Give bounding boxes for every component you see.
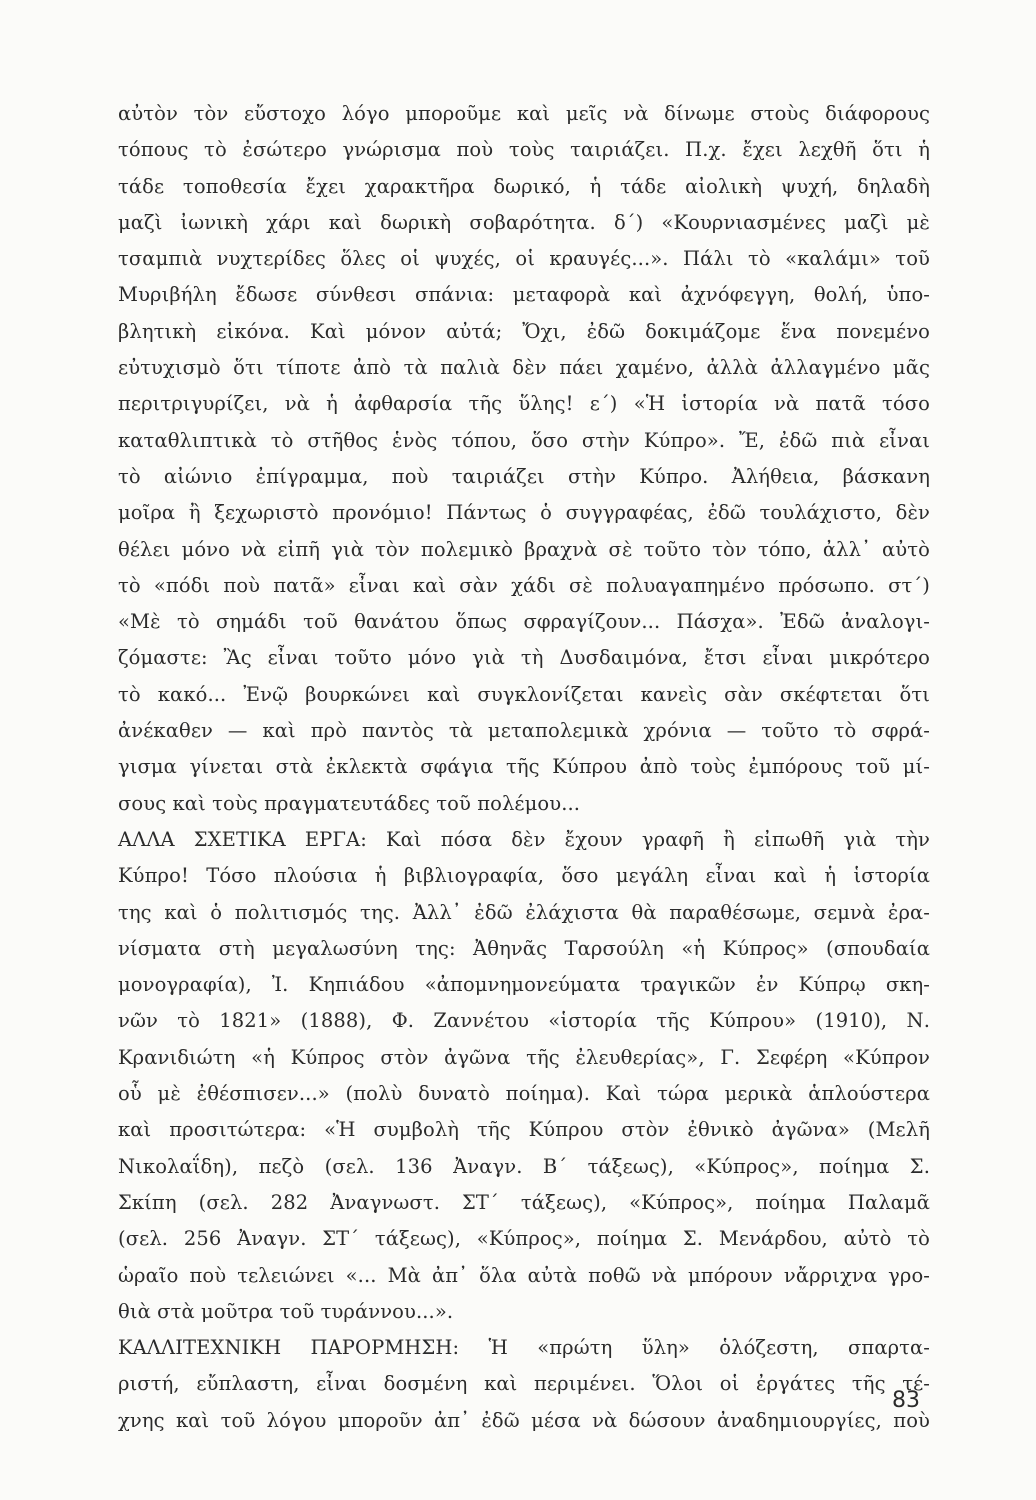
text-line: τὸ αἰώνιο ἐπίγραμμα, ποὺ ταιριάζει στὴν Κύπρο. Ἀλήθεια, βάσκανη — [118, 464, 930, 488]
text-line: Νικολαΐδη), πεζὸ (σελ. 136 Ἀναγν. Β΄ τάξεως), «Κύπρος», ποίημα Σ. — [118, 1154, 930, 1178]
text-line: «Μὲ τὸ σημάδι τοῦ θανάτου ὅπως σφραγίζουν... Πάσχα». Ἐδῶ ἀναλογι- — [118, 610, 930, 634]
text-line: τὸ «πόδι ποὺ πατᾶ» εἶναι καὶ σὰν χάδι σὲ πολυαγαπημένο πρόσωπο. στ΄) — [118, 573, 930, 597]
text-line: σους καὶ τοὺς πραγματευτάδες τοῦ πολέμου... — [118, 791, 581, 815]
text-line: τόπους τὸ ἐσώτερο γνώρισμα ποὺ τοὺς ταιριάζει. Π.χ. ἔχει λεχθῆ ὅτι ἡ — [118, 138, 930, 162]
text-line: νῶν τὸ 1821» (1888), Φ. Ζαννέτου «ἱστορία τῆς Κύπρου» (1910), Ν. — [118, 1009, 930, 1033]
text-line: γισμα γίνεται στὰ ἐκλεκτὰ σφάγια τῆς Κύπρου ἀπὸ τοὺς ἐμπόρους τοῦ μί- — [118, 755, 930, 779]
text-line: θέλει μόνο νὰ εἰπῆ γιὰ τὸν πολεμικὸ βραχνὰ σὲ τοῦτο τὸν τόπο, ἀλλ᾿ αὐτὸ — [118, 537, 930, 561]
section-heading-line: ΑΛΛΑ ΣΧΕΤΙΚΑ ΕΡΓΑ: Καὶ πόσα δὲν ἔχουν γραφῆ ἢ εἰπωθῆ γιὰ τὴν — [118, 827, 930, 851]
text-line: Μυριβήλη ἔδωσε σύνθεσι σπάνια: μεταφορὰ καὶ ἀχνόφεγγη, θολή, ὑπο- — [118, 283, 930, 307]
text-line: της καὶ ὁ πολιτισμός της. Ἀλλ᾿ ἐδῶ ἐλάχιστα θὰ παραθέσωμε, σεμνὰ ἐρα- — [118, 900, 930, 924]
text-line: μαζὶ ἰωνικὴ χάρι καὶ δωρικὴ σοβαρότητα. δ΄) «Κουρνιασμένες μαζὶ μὲ — [118, 210, 930, 234]
text-line: ὡραῖο ποὺ τελειώνει «... Μὰ ἀπ᾿ ὅλα αὐτὰ ποθῶ νὰ μπόρουν νἄρριχνα γρο- — [118, 1263, 930, 1287]
text-line: αὐτὸν τὸν εὔστοχο λόγο μποροῦμε καὶ μεῖς νὰ δίνωμε στοὺς διάφορους — [118, 102, 930, 125]
text-line: οὗ μὲ ἐθέσπισεν...» (πολὺ δυνατὸ ποίημα). Καὶ τώρα μερικὰ ἁπλούστερα — [118, 1082, 930, 1106]
text-line: θιὰ στὰ μοῦτρα τοῦ τυράννου...». — [118, 1299, 454, 1323]
text-line: νίσματα στὴ μεγαλωσύνη της: Ἀθηνᾶς Ταρσούλη «ἡ Κύπρος» (σπουδαία — [118, 936, 930, 960]
text-line: Κρανιδιώτη «ἡ Κύπρος στὸν ἀγῶνα τῆς ἐλευθερίας», Γ. Σεφέρη «Κύπρον — [118, 1045, 930, 1069]
page-number: 83 — [892, 1388, 920, 1413]
text-line: (σελ. 256 Ἀναγν. ΣΤ΄ τάξεως), «Κύπρος», ποίημα Σ. Μενάρδου, αὐτὸ τὸ — [118, 1227, 930, 1251]
text-line: ζόμαστε: Ἂς εἶναι τοῦτο μόνο γιὰ τὴ Δυσδαιμόνα, ἔτσι εἶναι μικρότερο — [118, 646, 930, 670]
text-line: χνης καὶ τοῦ λόγου μποροῦν ἀπ᾿ ἐδῶ μέσα νὰ δώσουν ἀναδημιουργίες, ποὺ — [118, 1408, 930, 1432]
text-line: περιτριγυρίζει, νὰ ἡ ἀφθαρσία τῆς ὕλης! ε΄) «Ἡ ἱστορία νὰ πατᾶ τόσο — [118, 392, 930, 416]
text-line: καταθλιπτικὰ τὸ στῆθος ἑνὸς τόπου, ὅσο στὴν Κύπρο». Ἔ, ἐδῶ πιὰ εἶναι — [118, 428, 930, 452]
text-line: τὸ κακό... Ἐνῷ βουρκώνει καὶ συγκλονίζεται κανεὶς σὰν σκέφτεται ὅτι — [118, 682, 930, 706]
text-line: καὶ προσιτώτερα: «Ἡ συμβολὴ τῆς Κύπρου στὸν ἐθνικὸ ἀγῶνα» (Μελῆ — [118, 1118, 930, 1142]
text-line: Κύπρο! Τόσο πλούσια ἡ βιβλιογραφία, ὅσο μεγάλη εἶναι καὶ ἡ ἱστορία — [118, 864, 930, 888]
text-line: ριστή, εὔπλαστη, εἶναι δοσμένη καὶ περιμένει. Ὅλοι οἱ ἐργάτες τῆς τέ- — [118, 1372, 930, 1396]
text-line: μονογραφία), Ἰ. Κηπιάδου «ἀπομνημονεύματα τραγικῶν ἐν Κύπρῳ σκη- — [118, 973, 930, 997]
text-line: Σκίπη (σελ. 282 Ἀναγνωστ. ΣΤ΄ τάξεως), «Κύπρος», ποίημα Παλαμᾶ — [118, 1190, 930, 1214]
text-line: τάδε τοποθεσία ἔχει χαρακτῆρα δωρικό, ἡ τάδε αἰολικὴ ψυχή, δηλαδὴ — [118, 174, 930, 198]
text-line: εὐτυχισμὸ ὅτι τίποτε ἀπὸ τὰ παλιὰ δὲν πάει χαμένο, ἀλλὰ ἀλλαγμένο μᾶς — [118, 356, 930, 380]
text-line: ἀνέκαθεν — καὶ πρὸ παντὸς τὰ μεταπολεμικὰ χρόνια — τοῦτο τὸ σφρά- — [118, 719, 930, 743]
text-line: τσαμπιὰ νυχτερίδες ὅλες οἱ ψυχές, οἱ κραυγές...». Πάλι τὸ «καλάμι» τοῦ — [118, 247, 930, 271]
section-heading-line: ΚΑΛΛΙΤΕΧΝΙΚΗ ΠΑΡΟΡΜΗΣΗ: Ἡ «πρώτη ὕλη» ὁλόζεστη, σπαρτα- — [118, 1336, 930, 1360]
body-text — [118, 96, 930, 1439]
text-line: βλητικὴ εἰκόνα. Καὶ μόνον αὐτά; Ὄχι, ἐδῶ δοκιμάζομε ἕνα πονεμένο — [118, 319, 930, 343]
text-line: μοῖρα ἢ ξεχωριστὸ προνόμιο! Πάντως ὁ συγγραφέας, ἐδῶ τουλάχιστο, δὲν — [118, 501, 930, 525]
